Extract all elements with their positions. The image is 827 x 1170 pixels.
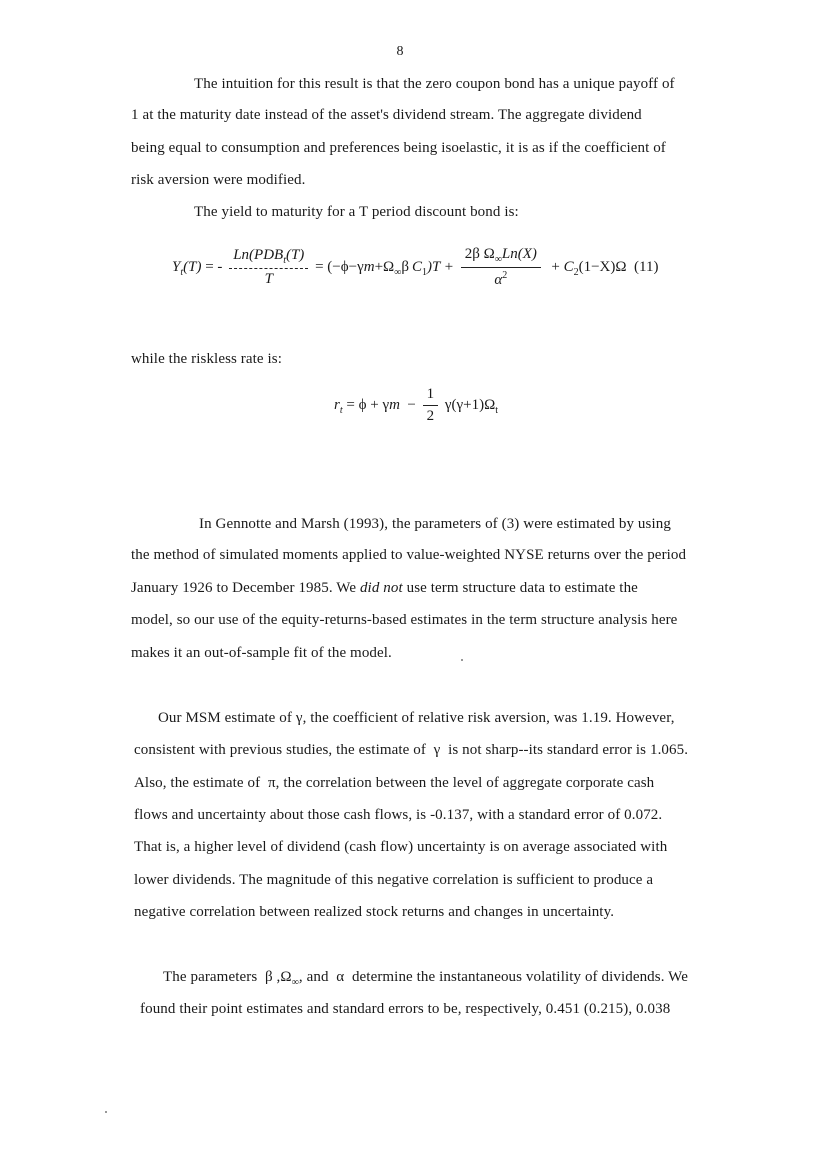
scan-speck bbox=[105, 1111, 107, 1113]
equation-11: $Y_t(T)$ = - $\frac{Ln(PDB_t(T)}{T}$ = ($-\phi-\gamma m+\Omega_\infty\beta$ $C_1)T$ + $\frac{2\beta \Omega_\infty Ln(X)}{\alpha^2}$ + $C_2(1-X)\Omega$ (11) bbox=[172, 246, 659, 288]
text-line: The intuition for this result is that the zero coupon bond has a unique payoff of bbox=[194, 76, 675, 92]
text-line: January 1926 to December 1985. We did not use term structure data to estimate the bbox=[131, 580, 638, 596]
eq-fraction-ln: $\frac{Ln(PDB_t(T)}{T}$ bbox=[229, 247, 308, 288]
text-line: Our MSM estimate of γ, the coefficient of relative risk aversion, was 1.19. However, bbox=[158, 710, 675, 726]
scan-speck bbox=[461, 659, 463, 661]
equation-label: (11) bbox=[634, 258, 659, 275]
eq-fraction-half: $\frac{1}{2}$ bbox=[423, 386, 439, 425]
text-line: That is, a higher level of dividend (cash flow) uncertainty is on average associated with bbox=[134, 839, 668, 855]
text-line: the method of simulated moments applied to value-weighted NYSE returns over the period bbox=[131, 547, 687, 563]
text-line: 1 at the maturity date instead of the asset's dividend stream. The aggregate dividend bbox=[131, 107, 642, 123]
equation-riskless-rate: $r_t = \phi + \gamma m$ − $\frac{1}{2}$ $\gamma(\gamma+1)\Omega_t$ bbox=[334, 386, 499, 424]
text-line: flows and uncertainty about those cash flows, is -0.137, with a standard error of 0.072. bbox=[134, 807, 663, 823]
eq-lhs: Y bbox=[172, 258, 181, 275]
text-line: negative correlation between realized stock returns and changes in uncertainty. bbox=[134, 904, 615, 920]
eq-equals: = - bbox=[205, 258, 223, 275]
text-line: The yield to maturity for a T period discount bond is: bbox=[194, 204, 519, 220]
text-line: makes it an out-of-sample fit of the model. bbox=[131, 645, 392, 661]
text-line: Also, the estimate of π, the correlation between the level of aggregate corporate cash bbox=[134, 775, 655, 791]
eq-fraction-alpha: $\frac{2\beta \Omega_\infty Ln(X)}{\alpha^2}$ bbox=[461, 246, 541, 289]
text-line: being equal to consumption and preferences being isoelastic, it is as if the coefficient of bbox=[131, 140, 666, 156]
page-number: 8 bbox=[396, 44, 404, 59]
text-line: model, so our use of the equity-returns-based estimates in the term structure analysis here bbox=[131, 612, 678, 628]
text-line: risk aversion were modified. bbox=[131, 172, 306, 188]
text-line: found their point estimates and standard errors to be, respectively, 0.451 (0.215), 0.038 bbox=[140, 1001, 671, 1017]
text-line: The parameters β $,\Omega_\infty$, and α determine the instantaneous volatility of dividends. We bbox=[163, 969, 688, 988]
text-line: In Gennotte and Marsh (1993), the parameters of (3) were estimated by using bbox=[199, 516, 671, 532]
text-line: while the riskless rate is: bbox=[131, 351, 283, 367]
text-line: lower dividends. The magnitude of this negative correlation is sufficient to produce a bbox=[134, 872, 654, 888]
eq-middle: = (−ϕ−γ bbox=[315, 258, 364, 275]
text-line: consistent with previous studies, the estimate of γ is not sharp--its standard error is 1.065. bbox=[134, 742, 689, 758]
